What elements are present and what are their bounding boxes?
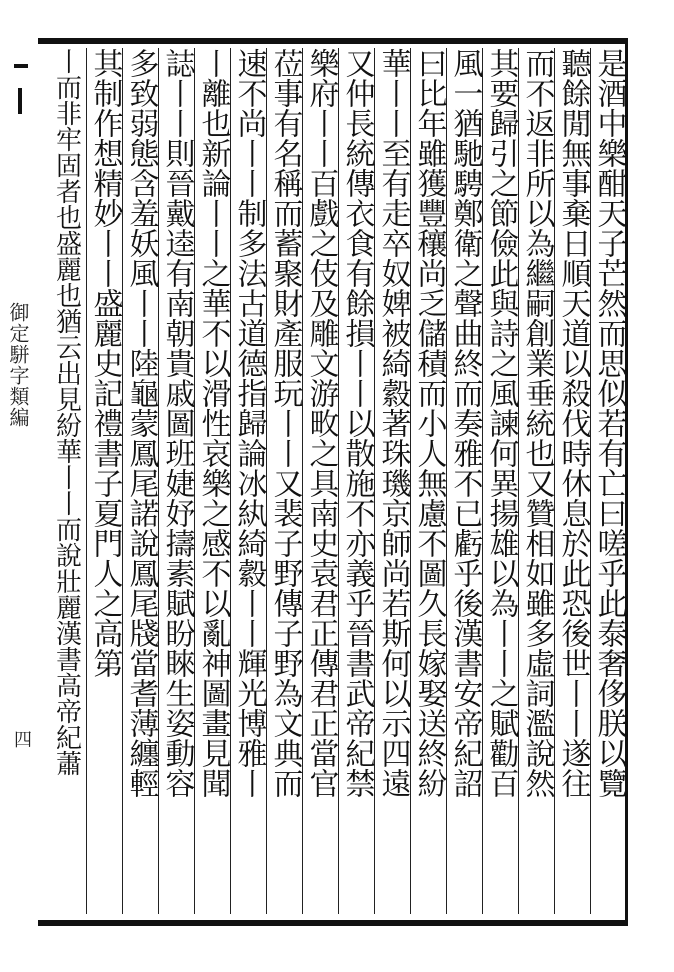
text-column [339, 48, 375, 914]
column-text: 多致弱態含羞妖風丨丨陸龜蒙鳳尾諾說鳳尾牋當耆薄纏輕 [123, 48, 159, 798]
edge-mark [18, 88, 22, 114]
book-title: 御定駢字類編 [6, 302, 30, 428]
column-text: 又仲長統傳衣食有餘損丨丨以散施不亦義乎晉書武帝紀禁 [339, 48, 375, 798]
text-column [123, 48, 159, 914]
text-column [45, 48, 87, 914]
edge-mark [14, 64, 28, 68]
column-text: 丨離也新論丨丨之華不以滑性哀樂之感不以亂神圖畫見聞 [195, 48, 231, 798]
text-column [231, 48, 267, 914]
text-column [591, 48, 627, 914]
column-text: 華丨丨至有走卒奴婢被綺縠著珠璣京師尚若斯何以示四遠 [375, 48, 411, 798]
column-text: 丨而非牢固者也盛麗也猶云出見紛華丨丨而說壯麗漢書高帝紀蕭 [51, 48, 82, 776]
text-column [267, 48, 303, 914]
column-text: 其制作想精妙丨丨盛麗史記禮書子夏門人之高第 [87, 48, 123, 678]
text-column [87, 48, 123, 914]
column-text: 是酒中樂酣天子芒然而思似若有亡曰嗟乎此泰奢侈朕以覽 [591, 48, 627, 798]
text-column [375, 48, 411, 914]
column-text: 莅事有名稱而蓄聚財產服玩丨丨又裴子野傳子野為文典而 [267, 48, 303, 798]
text-column [411, 48, 447, 914]
column-text: 而不返非所以為繼嗣創業垂統也又贊相如雖多虛詞濫說然 [519, 48, 555, 798]
column-text: 樂府丨丨百戲之伎及雕文游畋之具南史袁君正傳君正當官 [303, 48, 339, 798]
page-number: 四 [11, 730, 32, 748]
text-column [303, 48, 339, 914]
text-column [555, 48, 591, 914]
column-text: 其要歸引之節儉此與詩之風諫何異揚雄以為丨丨之賦勸百 [483, 48, 519, 798]
text-column [519, 48, 555, 914]
column-text: 誌丨丨則晉戴逵有南朝貴戚圖班婕妤擣素賦盼睞生姿動容 [159, 48, 195, 798]
text-column [483, 48, 519, 914]
fore-edge-margin [0, 0, 38, 972]
text-column [195, 48, 231, 914]
column-text: 聽餘閒無事棄日順天道以殺伐時休息於此恐後世丨丨遂往 [555, 48, 591, 798]
column-text: 風一猶馳騁鄭衛之聲曲終而奏雅不已虧乎後漢書安帝紀詔 [447, 48, 483, 798]
text-column [447, 48, 483, 914]
column-text: 曰比年雖獲豐穰尚乏儲積而小人無慮不圖久長嫁娶送終紛 [411, 48, 447, 798]
column-text: 速不尚丨丨制多法古道德指歸論冰紈綺縠丨丨輝光博雅丨 [231, 48, 267, 798]
text-column [159, 48, 195, 914]
